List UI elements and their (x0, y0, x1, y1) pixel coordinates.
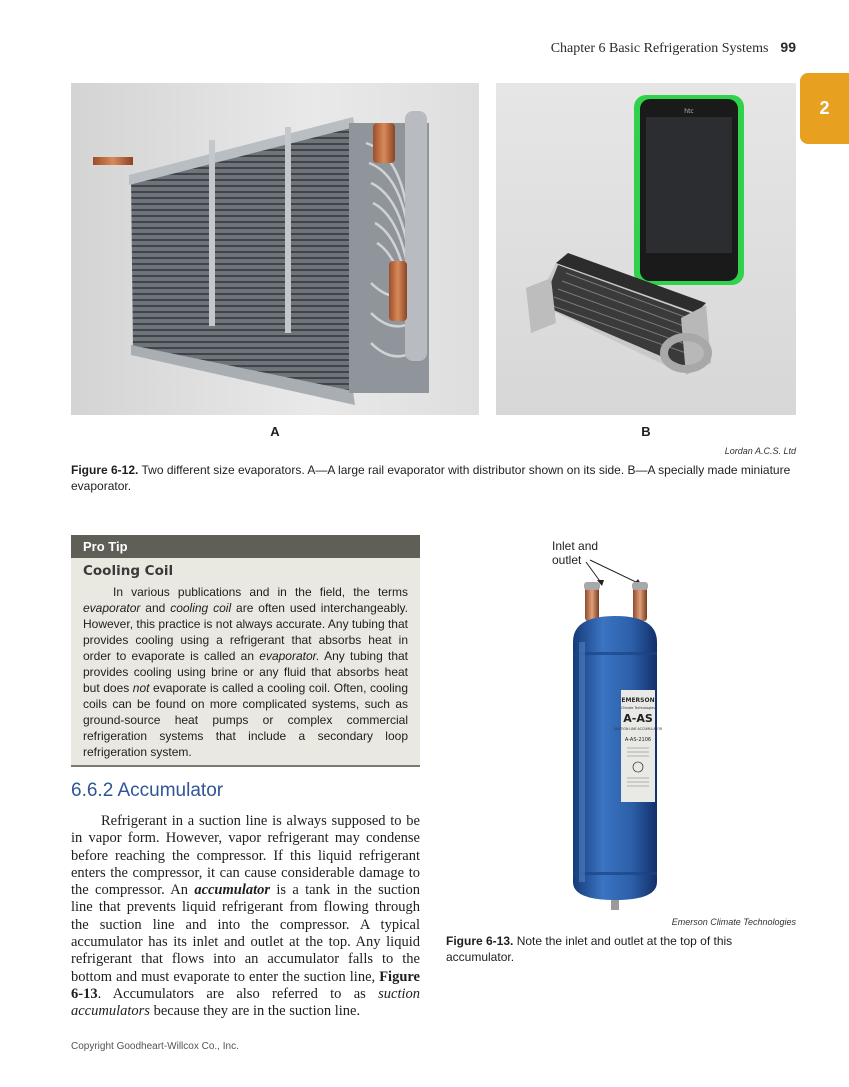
pro-tip-text-segment: are often used interchangeably. However, this practice is not always accurate. Any tubing that provides cooling using a refrigerant that absorbs heat in order to evaporate is called an (83, 601, 408, 663)
evaporator-large-photo (71, 83, 479, 415)
section-text-segment: is a tank in the suction line that prevents liquid refrigerant from flowing through the suction line and into the compressor. A typical accumulator has its inlet and outlet at the top. Any liquid refrigerant that flows into an accumulator falls to the bottom and must evaporate to enter the suction line, (71, 882, 420, 985)
miniature-evaporator-illustration (496, 83, 796, 415)
pro-tip-body (83, 584, 408, 760)
running-header (400, 38, 796, 58)
evaporator-miniature-photo (496, 83, 796, 415)
pro-tip-text-segment: evaporator. (259, 649, 320, 663)
device-model-text: A-AS (623, 712, 653, 725)
figure-6-12-caption-text: Two different size evaporators. A—A large rail evaporator with distributor shown on its side. B—A specially made miniature evaporator. (71, 463, 791, 493)
inlet-outlet-callout: Inlet and outlet (552, 539, 599, 567)
rail-evaporator-illustration (71, 83, 479, 415)
device-part-text: A-AS-2106 (624, 737, 652, 743)
figure-6-13-caption-label: Figure 6-13. (446, 934, 514, 948)
pro-tip-text-segment: and (140, 601, 171, 615)
pro-tip-text-segment: evaporator (83, 601, 141, 615)
section-text-segment: Refrigerant in a suction line is always supposed to be in vapor form. However, vapor refrigerant may condense before reaching the compressor. If this liquid refrigerant enters the compressor, it can cause considerable damage to the compressor. An (71, 813, 420, 899)
pro-tip-header: Pro Tip (71, 535, 420, 558)
figure-6-13-caption (446, 933, 766, 965)
section-text-segment: Figure 6-13 (71, 968, 420, 1002)
device-brand-sub-text: Climate Technologies (621, 706, 655, 710)
figure-6-12-credit: Lordan A.C.S. Ltd (724, 446, 796, 456)
panel-b-label: B (641, 424, 651, 439)
figure-6-12-caption-label: Figure 6-12. (71, 463, 139, 477)
section-text-segment: because they are in the suction line. (149, 1003, 361, 1020)
figure-6-12-caption (71, 462, 796, 494)
section-heading: 6.6.2 Accumulator (71, 780, 224, 801)
figure-6-13-caption-text: Note the inlet and outlet at the top of this accumulator. (446, 934, 733, 964)
pro-tip-box (71, 535, 420, 767)
section-body-paragraph (71, 813, 420, 1021)
section-text-segment: suction accumulators (71, 985, 420, 1020)
running-title: Chapter 6 Basic Refrigeration Systems (550, 41, 769, 56)
figure-6-13-credit: Emerson Climate Technologies (671, 917, 796, 927)
device-brand-text: EMERSON (621, 697, 655, 704)
pro-tip-text-segment: Any tubing that provides cooling using brine or any fluid that absorbs heat but does (83, 649, 409, 695)
accumulator-illustration (565, 582, 665, 912)
section-text-segment: . Accumulators are also referred to as (97, 985, 379, 1002)
device-model-sub-text: SUCTION LINE ACCUMULATOR (614, 727, 662, 731)
panel-a-label: A (270, 424, 280, 439)
chapter-tab: 2 (800, 73, 849, 144)
accumulator-photo (565, 582, 665, 912)
section-text-segment: accumulator (194, 882, 271, 899)
copyright-footer: Copyright Goodheart-Willcox Co., Inc. (71, 1041, 239, 1052)
pro-tip-text-segment: evaporate is called a cooling coil. Often, cooling coils can be found on more complicated systems, such as ground-source heat pumps or complex commercial refrigeration systems that include a secondary loop refrigeration system. (83, 681, 408, 759)
page-number: 99 (780, 39, 796, 55)
pro-tip-text-segment: cooling coil (170, 601, 232, 615)
phone-brand-text: htc (684, 108, 694, 115)
pro-tip-text-segment: In various publications and in the field, the terms (113, 585, 408, 599)
pro-tip-title: Cooling Coil (83, 563, 174, 579)
pro-tip-text-segment: not (132, 681, 150, 695)
